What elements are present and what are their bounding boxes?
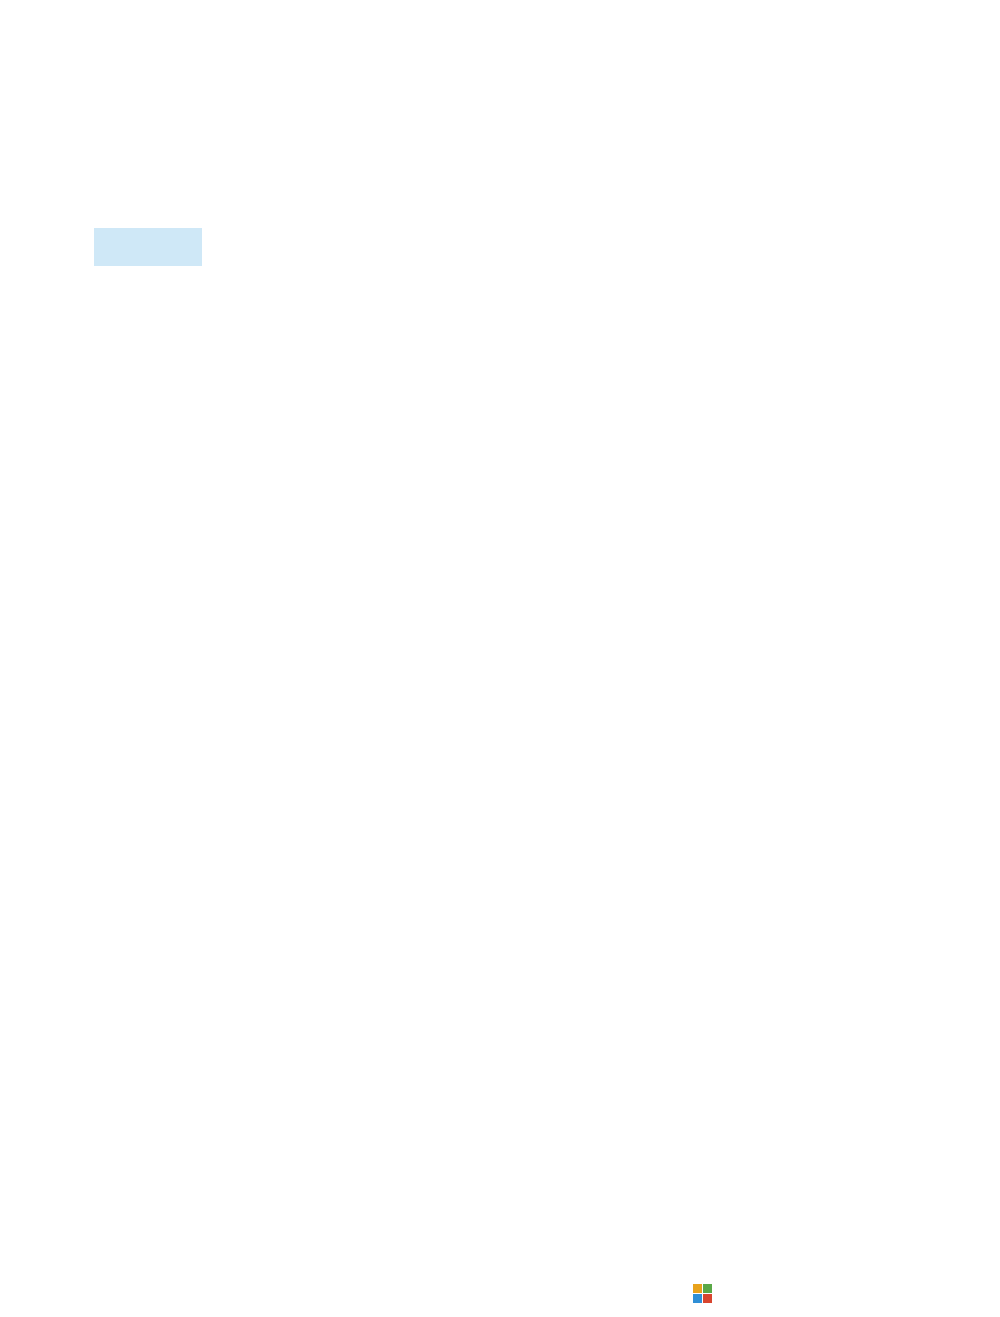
logo-mark-l <box>693 1284 702 1293</box>
logo-mark-v <box>693 1294 702 1303</box>
logo-mark-icon <box>693 1284 712 1303</box>
logo-mark-i <box>703 1284 712 1293</box>
liveworksheets-logo <box>693 1278 715 1308</box>
logo-mark-e <box>703 1294 712 1303</box>
